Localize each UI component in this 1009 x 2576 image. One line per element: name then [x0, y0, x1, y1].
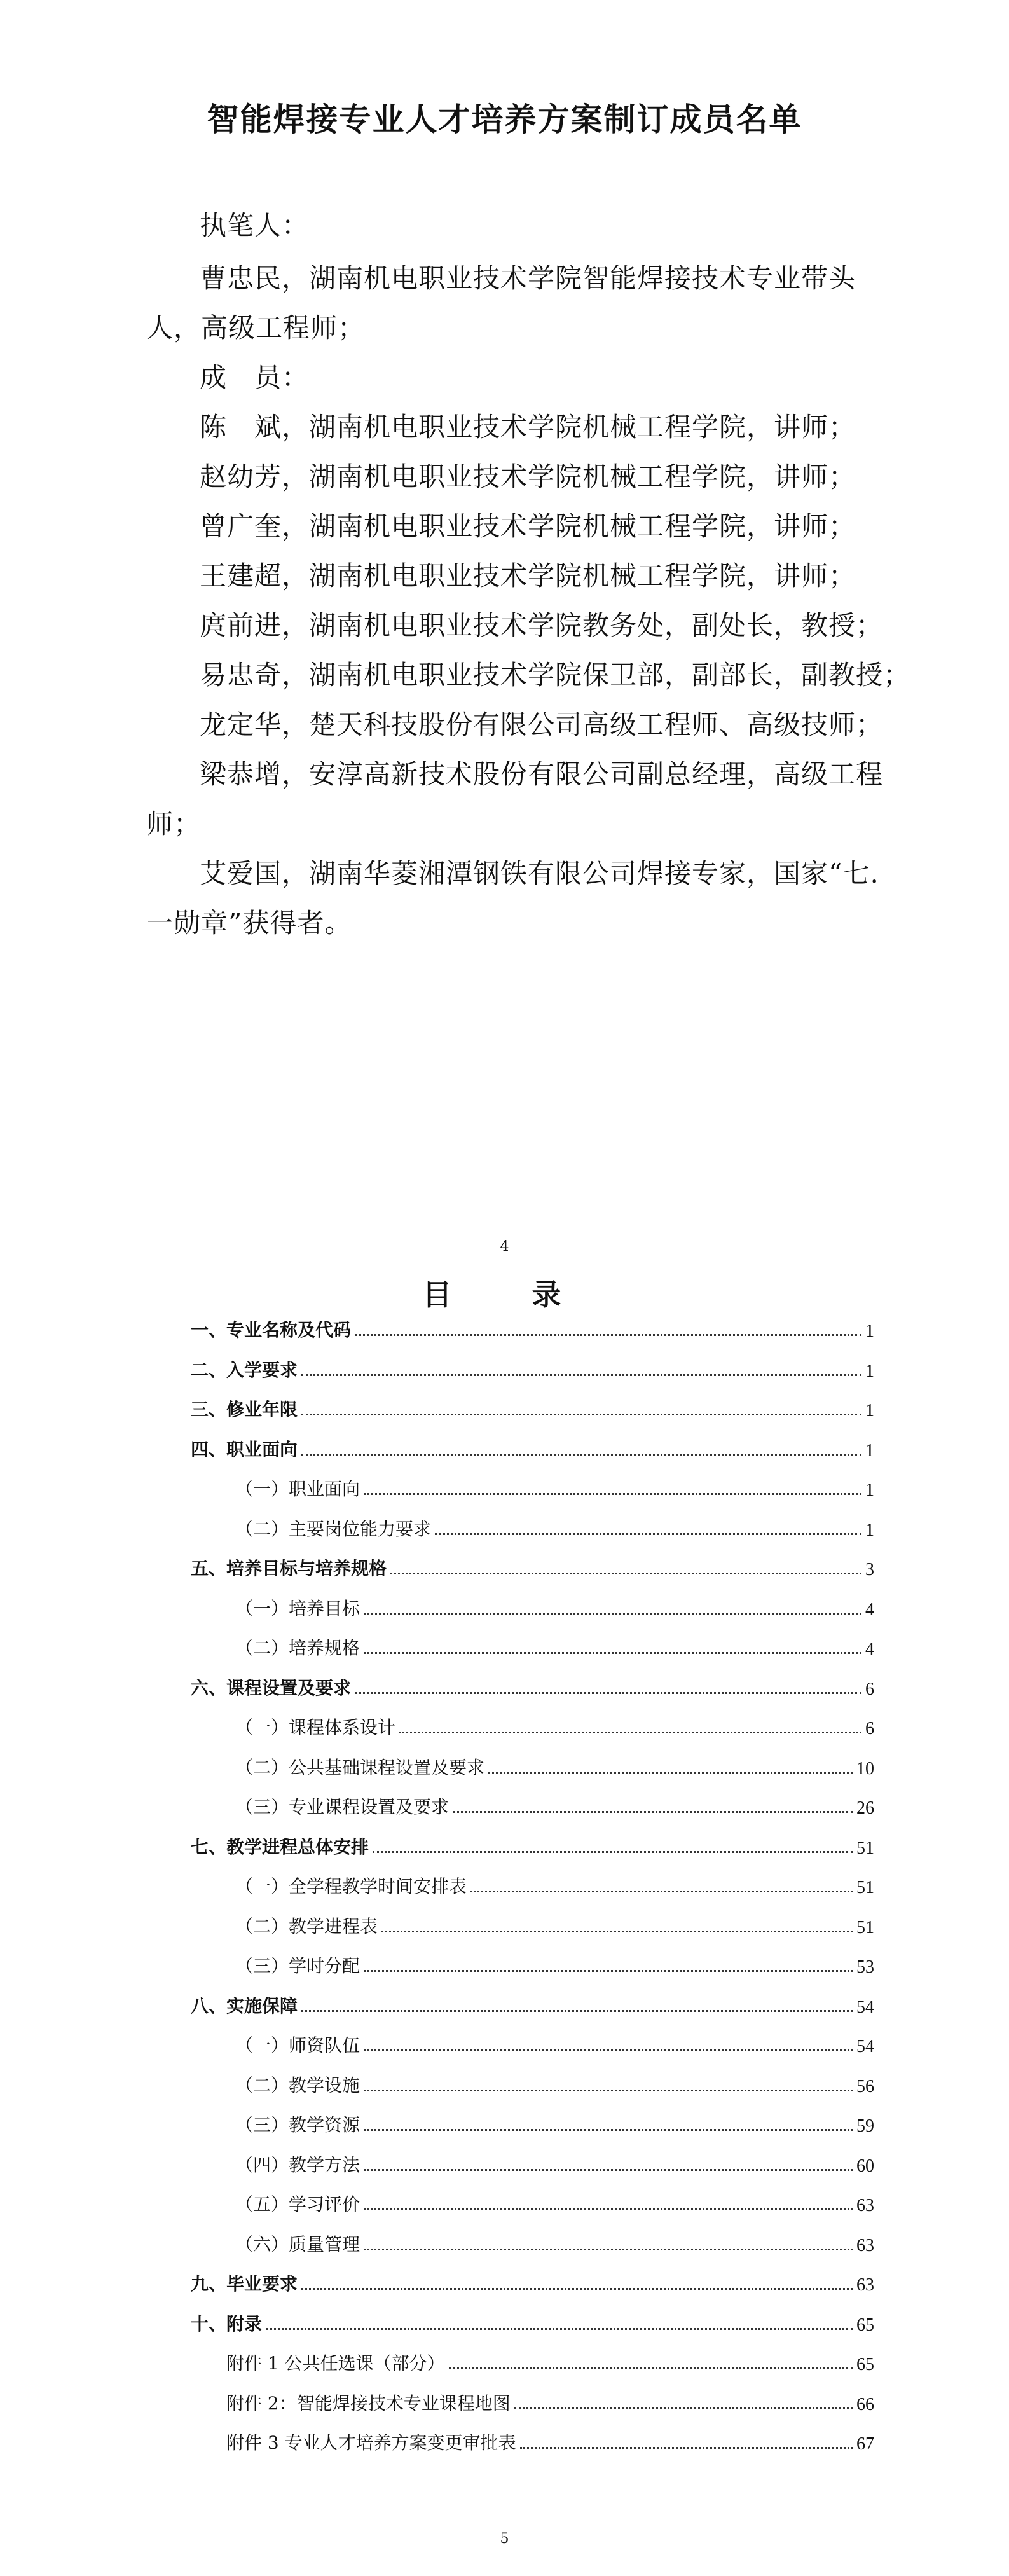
toc-entry-page: 51	[856, 1917, 874, 1938]
member-line-cont: 一勋章”获得者。	[146, 907, 352, 939]
toc-entry[interactable]	[235, 2191, 874, 2216]
toc-entry-label: （一）培养目标	[235, 1597, 360, 1619]
toc-entry[interactable]	[191, 1316, 874, 1342]
toc-entry-label: （六）质量管理	[235, 2233, 360, 2255]
toc-entry-label: （二）教学进程表	[235, 1915, 378, 1937]
toc-entry-page: 1	[865, 1480, 874, 1500]
toc-entry-page: 1	[865, 1440, 874, 1461]
toc-entry[interactable]	[235, 2111, 874, 2137]
toc-entry[interactable]	[235, 2072, 874, 2097]
toc-entry-page: 1	[865, 1321, 874, 1341]
toc-entry-page: 51	[856, 1838, 874, 1858]
toc-entry[interactable]	[235, 2151, 874, 2177]
toc-entry-label: 二、入学要求	[191, 1359, 298, 1381]
toc-entry[interactable]	[191, 1674, 874, 1700]
toc-entry-page: 6	[865, 1679, 874, 1699]
toc-entry-page: 3	[865, 1560, 874, 1580]
toc-leader-dots	[399, 1732, 861, 1733]
toc-leader-dots	[364, 2129, 853, 2131]
toc-leader-dots	[266, 2328, 853, 2330]
toc-entry-page: 1	[865, 1520, 874, 1540]
toc-entry-label: 四、职业面向	[191, 1438, 298, 1460]
toc-entry[interactable]	[191, 1436, 874, 1461]
toc-leader-dots	[373, 1851, 853, 1853]
page-number: 4	[500, 1239, 509, 1255]
toc-entry[interactable]	[191, 1356, 874, 1382]
toc-entry[interactable]	[235, 1754, 874, 1779]
toc-entry[interactable]	[235, 1873, 874, 1898]
writer-line-1: 曹忠民，湖南机电职业技术学院智能焊接技术专业带头	[200, 263, 856, 294]
toc-leader-dots	[381, 1931, 853, 1932]
member-line: 赵幼芳，湖南机电职业技术学院机械工程学院，讲师；	[200, 461, 856, 492]
toc-entry[interactable]	[235, 1714, 874, 1739]
toc-entry-page: 54	[856, 1997, 874, 2017]
toc-entry[interactable]	[191, 2310, 874, 2336]
toc-entry-page: 60	[856, 2156, 874, 2176]
toc-entry-label: 六、课程设置及要求	[191, 1677, 352, 1698]
toc-entry-page: 4	[865, 1639, 874, 1659]
toc-leader-dots	[364, 2090, 853, 2091]
toc-leader-dots	[364, 2208, 853, 2210]
toc-leader-dots	[301, 1414, 861, 1415]
toc-entry-label: （五）学习评价	[235, 2194, 360, 2215]
toc-leader-dots	[364, 2249, 853, 2250]
toc-entry-label: 八、实施保障	[191, 1995, 298, 2016]
toc-entry[interactable]	[235, 1634, 874, 1660]
writer-heading: 执笔人：	[200, 210, 310, 241]
member-line: 陈 斌，湖南机电职业技术学院机械工程学院，讲师；	[200, 411, 856, 443]
members-heading: 成 员：	[200, 362, 310, 393]
toc-entry[interactable]	[226, 2429, 874, 2455]
toc-entry-page: 66	[856, 2394, 874, 2414]
toc-entry[interactable]	[191, 1396, 874, 1421]
toc-leader-dots	[355, 1334, 861, 1336]
toc-entry-page: 51	[856, 1878, 874, 1898]
toc-entry-label: 附件 3 专业人才培养方案变更审批表	[226, 2432, 516, 2453]
toc-leader-dots	[514, 2407, 853, 2409]
toc-entry-page: 54	[856, 2037, 874, 2056]
toc-title: 目 录	[422, 1278, 587, 1312]
toc-entry-page: 53	[856, 1957, 874, 1977]
toc-entry-label: （二）培养规格	[235, 1637, 360, 1658]
toc-entry[interactable]	[235, 1913, 874, 1938]
toc-leader-dots	[470, 1891, 853, 1892]
toc-entry[interactable]	[226, 2350, 874, 2375]
toc-entry-label: 十、附录	[191, 2313, 263, 2334]
toc-entry-label: （一）全学程教学时间安排表	[235, 1876, 467, 1897]
toc-entry-label: 附件 1 公共任选课（部分）	[226, 2353, 445, 2374]
toc-leader-dots	[390, 1573, 861, 1574]
toc-entry-page: 63	[856, 2235, 874, 2256]
toc-entry[interactable]	[235, 2032, 874, 2057]
writer-line-2: 人，高级工程师；	[146, 312, 366, 343]
toc-entry[interactable]	[191, 1992, 874, 2018]
toc-entry-label: 七、教学进程总体安排	[191, 1836, 369, 1857]
member-line: 艾爱国，湖南华菱湘潭钢铁有限公司焊接专家，国家“七.	[200, 858, 879, 889]
member-line: 庹前进，湖南机电职业技术学院教务处，副处长，教授；	[200, 610, 884, 641]
toc-entry-page: 67	[856, 2434, 874, 2454]
toc-entry-label: （一）课程体系设计	[235, 1717, 396, 1738]
member-line-cont: 师；	[146, 808, 202, 839]
toc-entry-page: 65	[856, 2315, 874, 2335]
page-number: 5	[500, 2531, 509, 2547]
toc-entry[interactable]	[235, 1952, 874, 1978]
toc-entry-label: （三）学时分配	[235, 1955, 360, 1976]
toc-leader-dots	[364, 1493, 861, 1495]
toc-entry-label: （二）公共基础课程设置及要求	[235, 1756, 485, 1778]
toc-leader-dots	[364, 1970, 853, 1972]
member-line: 曾广奎，湖南机电职业技术学院机械工程学院，讲师；	[200, 511, 856, 542]
toc-leader-dots	[301, 2010, 853, 2012]
toc-entry-page: 63	[856, 2275, 874, 2295]
toc-entry[interactable]	[226, 2390, 874, 2415]
toc-entry-label: （四）教学方法	[235, 2154, 360, 2175]
toc-leader-dots	[301, 1374, 861, 1376]
toc-entry-label: （三）专业课程设置及要求	[235, 1796, 450, 1817]
toc-entry-label: （一）师资队伍	[235, 2035, 360, 2056]
toc-entry[interactable]	[235, 1515, 874, 1541]
toc-entry-label: （二）主要岗位能力要求	[235, 1518, 432, 1539]
toc-leader-dots	[355, 1692, 861, 1694]
member-line: 龙定华，楚天科技股份有限公司高级工程师、高级技师；	[200, 709, 884, 740]
toc-entry-label: 三、修业年限	[191, 1399, 298, 1420]
toc-entry-page: 6	[865, 1719, 874, 1739]
toc-entry[interactable]	[191, 2270, 874, 2296]
toc-entry-label: 一、专业名称及代码	[191, 1319, 352, 1340]
members-title: 智能焊接专业人才培养方案制订成员名单	[207, 101, 802, 138]
toc-leader-dots	[435, 1533, 861, 1535]
toc-entry[interactable]	[191, 1833, 874, 1859]
toc-entry[interactable]	[235, 1595, 874, 1620]
toc-entry-label: 附件 2：智能焊接技术专业课程地图	[226, 2392, 511, 2414]
toc-entry[interactable]	[235, 1475, 874, 1501]
toc-entry-label: （二）教学设施	[235, 2074, 360, 2096]
toc-entry-label: 五、培养目标与培养规格	[191, 1558, 387, 1579]
toc-entry[interactable]	[235, 1793, 874, 1819]
member-line: 易忠奇，湖南机电职业技术学院保卫部，副部长，副教授；	[200, 659, 911, 691]
toc-entry[interactable]	[235, 2231, 874, 2256]
toc-entry-page: 4	[865, 1599, 874, 1620]
toc-entry-page: 65	[856, 2355, 874, 2374]
toc-entry-label: 九、毕业要求	[191, 2273, 298, 2294]
toc-leader-dots	[453, 1811, 853, 1813]
toc-leader-dots	[364, 1613, 861, 1615]
toc-leader-dots	[520, 2447, 853, 2449]
toc-leader-dots	[364, 2169, 853, 2171]
toc-entry-page: 1	[865, 1401, 874, 1421]
toc-leader-dots	[488, 1772, 853, 1774]
toc-entry-page: 63	[856, 2196, 874, 2215]
toc-entry[interactable]	[191, 1555, 874, 1580]
toc-entry-page: 10	[856, 1758, 874, 1779]
toc-entry-label: （三）教学资源	[235, 2114, 360, 2135]
toc-entry-label: （一）职业面向	[235, 1478, 360, 1499]
member-line: 王建超，湖南机电职业技术学院机械工程学院，讲师；	[200, 560, 856, 591]
member-line: 梁恭增，安淳高新技术股份有限公司副总经理，高级工程	[200, 759, 884, 790]
toc-entry-page: 1	[865, 1361, 874, 1381]
toc-leader-dots	[364, 1652, 861, 1654]
toc-leader-dots	[301, 1454, 861, 1456]
toc-leader-dots	[364, 2049, 853, 2051]
toc-leader-dots	[301, 2288, 853, 2290]
toc-leader-dots	[449, 2367, 853, 2369]
toc-entry-page: 59	[856, 2116, 874, 2136]
toc-entry-page: 26	[856, 1798, 874, 1818]
toc-entry-page: 56	[856, 2076, 874, 2097]
